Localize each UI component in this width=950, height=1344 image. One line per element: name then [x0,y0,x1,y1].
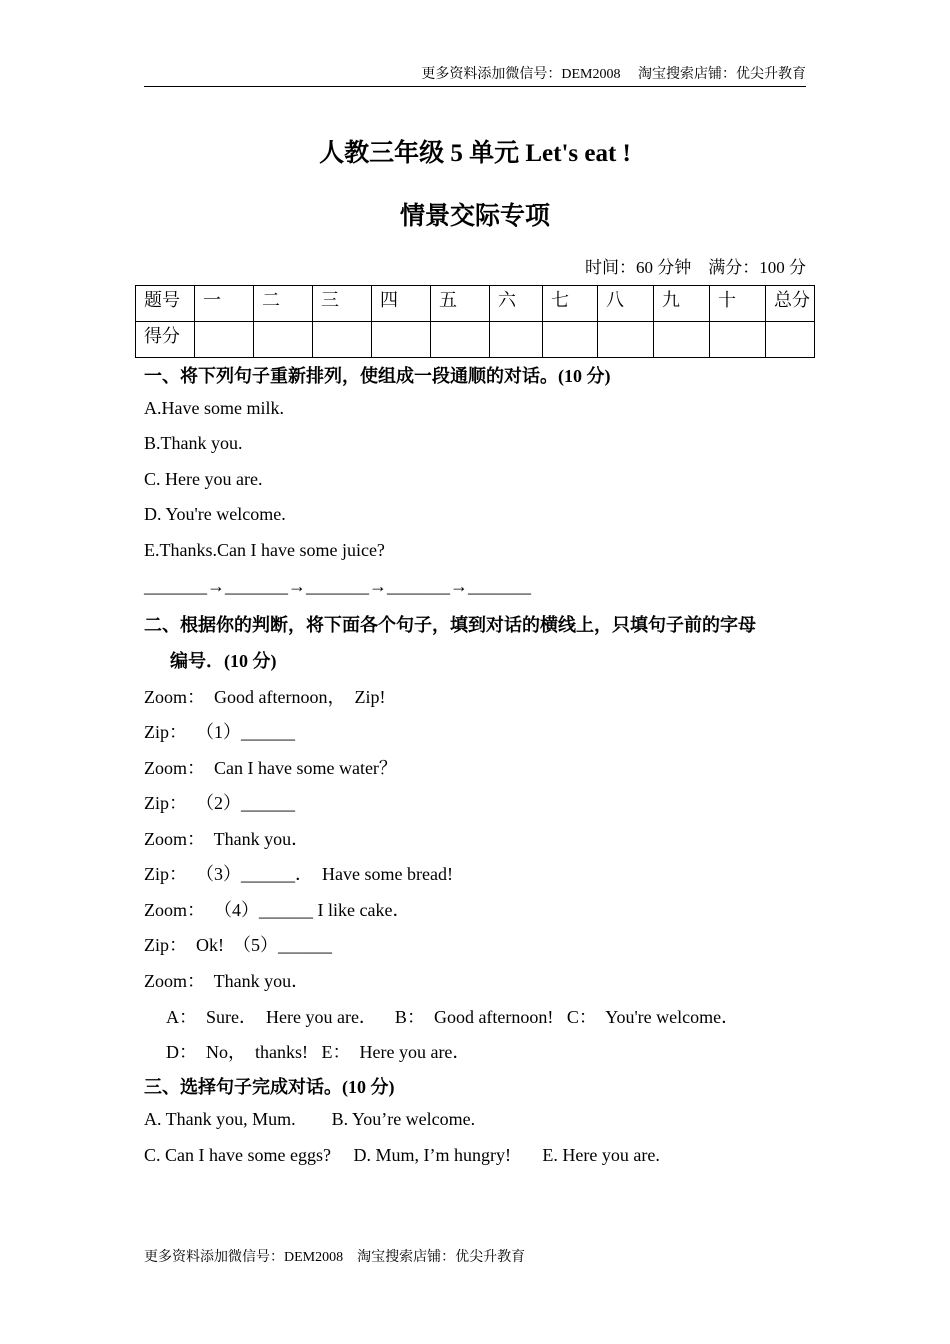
score-cell: 八 [598,286,654,322]
score-input-cell[interactable] [543,322,598,358]
title-sub: 情景交际专项 [399,203,550,230]
score-cell: 题号 [136,286,195,322]
page-footer: 更多资料添加微信号：DEM2008 淘宝搜索店铺：优尖升教育 [144,1250,526,1265]
dialogue-line[interactable]: Zoom： （4）______ I like cake． [144,900,411,920]
exam-info: 时间：60 分钟 满分：100 分 [585,258,806,277]
score-input-cell[interactable] [598,322,654,358]
section3-options: A. Thank you, Mum. B. You’re welcome. [144,1109,476,1129]
dialogue-line: Zoom： Good afternoon， Zip! [144,687,386,707]
score-input-cell[interactable] [313,322,372,358]
section3-options: C. Can I have some eggs? D. Mum, I’m hungry! E. Here you are. [144,1145,660,1165]
section2-options: A： Sure． Here you are． B： Good afternoon! C： You're welcome． [166,1007,740,1027]
section1-answer-line[interactable]: _______→_______→_______→_______→_______ [144,576,531,596]
score-input-cell[interactable] [490,322,543,358]
score-cell: 五 [431,286,490,322]
section1-item: A.Have some milk. [144,398,284,418]
score-input-cell[interactable] [254,322,313,358]
score-cell: 一 [195,286,254,322]
score-input-cell[interactable] [766,322,815,358]
header-text: 更多资料添加微信号：DEM2008 淘宝搜索店铺：优尖升教育 [421,67,806,82]
section1-item: C. Here you are. [144,469,263,489]
score-table-score-row [136,322,815,358]
score-cell: 二 [254,286,313,322]
score-cell: 九 [654,286,710,322]
dialogue-line[interactable]: Zip： Ok! （5）______ [144,935,332,955]
score-cell: 得分 [136,322,195,358]
page-header [144,66,806,87]
dialogue-line: Zoom： Can I have some water？ [144,758,397,778]
section3-heading: 三、选择句子完成对话。(10 分) [144,1077,395,1097]
section1-item: E.Thanks.Can I have some juice? [144,540,385,560]
score-input-cell[interactable] [431,322,490,358]
score-cell: 四 [372,286,431,322]
score-input-cell[interactable] [710,322,766,358]
section2-options: D： No， thanks! E： Here you are． [166,1042,471,1062]
section1-heading: 一、将下列句子重新排列，使组成一段通顺的对话。(10 分) [144,366,611,386]
section1-item: D. You're welcome. [144,504,286,524]
score-table-header-row [136,286,815,322]
score-table [135,285,815,358]
score-cell: 十 [710,286,766,322]
section2-heading-cont: 编号．(10 分) [170,651,277,671]
dialogue-line[interactable]: Zip： （2）______ [144,793,295,813]
title-main: 人教三年级 5 单元 Let's eat ! [319,140,631,167]
score-cell: 七 [543,286,598,322]
dialogue-line: Zoom： Thank you． [144,971,310,991]
score-cell: 六 [490,286,543,322]
score-input-cell[interactable] [195,322,254,358]
dialogue-line[interactable]: Zip： （1）______ [144,722,295,742]
score-cell: 总分 [766,286,815,322]
section1-item: B.Thank you. [144,433,243,453]
score-cell: 三 [313,286,372,322]
section2-heading: 二、根据你的判断，将下面各个句子，填到对话的横线上，只填句子前的字母 [144,615,756,635]
score-input-cell[interactable] [372,322,431,358]
score-input-cell[interactable] [654,322,710,358]
dialogue-line: Zoom： Thank you． [144,829,310,849]
dialogue-line[interactable]: Zip： （3）______． Have some bread! [144,864,453,884]
